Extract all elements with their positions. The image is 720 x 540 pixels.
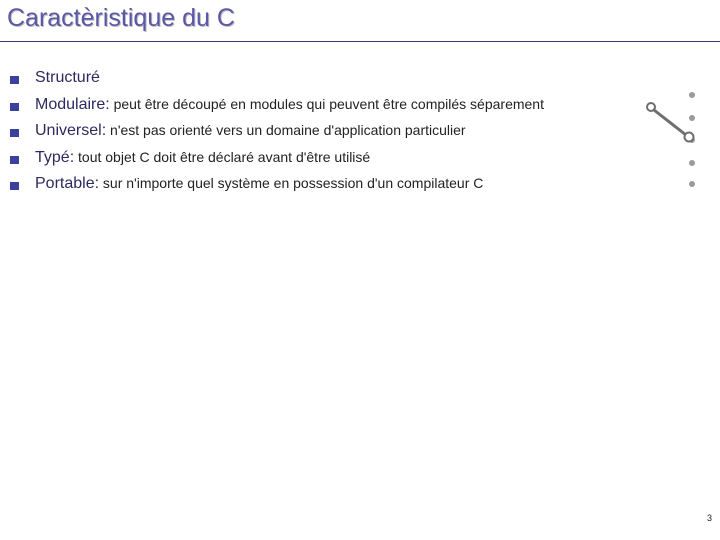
square-bullet-icon xyxy=(10,76,19,84)
bullet-list xyxy=(0,67,640,200)
bullet-term: Universel: xyxy=(35,122,107,139)
bullet-description: sur n'importe quel système en possession d'un compilateur C xyxy=(99,175,484,191)
slide-title: Caractèristique du C xyxy=(7,4,235,32)
square-bullet-icon xyxy=(10,182,19,190)
bullet-item xyxy=(0,94,640,121)
title-divider xyxy=(0,41,720,42)
bullet-term: Structuré xyxy=(35,69,100,86)
bullet-item xyxy=(0,67,640,94)
bullet-item xyxy=(0,147,640,174)
bullet-description: tout objet C doit être déclaré avant d'être utilisé xyxy=(74,148,371,165)
bullet-description: n'est pas orienté vers un domaine d'application particulier xyxy=(106,122,466,138)
bullet-term: Modulaire: xyxy=(35,95,110,113)
page-number: 3 xyxy=(706,513,712,523)
bullet-term: Portable: xyxy=(35,175,100,192)
square-bullet-icon xyxy=(10,156,19,164)
bullet-item xyxy=(0,173,640,200)
pin-dots-decoration-icon xyxy=(640,85,710,195)
square-bullet-icon xyxy=(10,103,19,111)
bullet-term: Typé: xyxy=(35,148,75,166)
square-bullet-icon xyxy=(10,129,19,137)
bullet-description: peut être découpé en modules qui peuvent être compilés séparement xyxy=(109,95,544,112)
bullet-item xyxy=(0,120,640,147)
